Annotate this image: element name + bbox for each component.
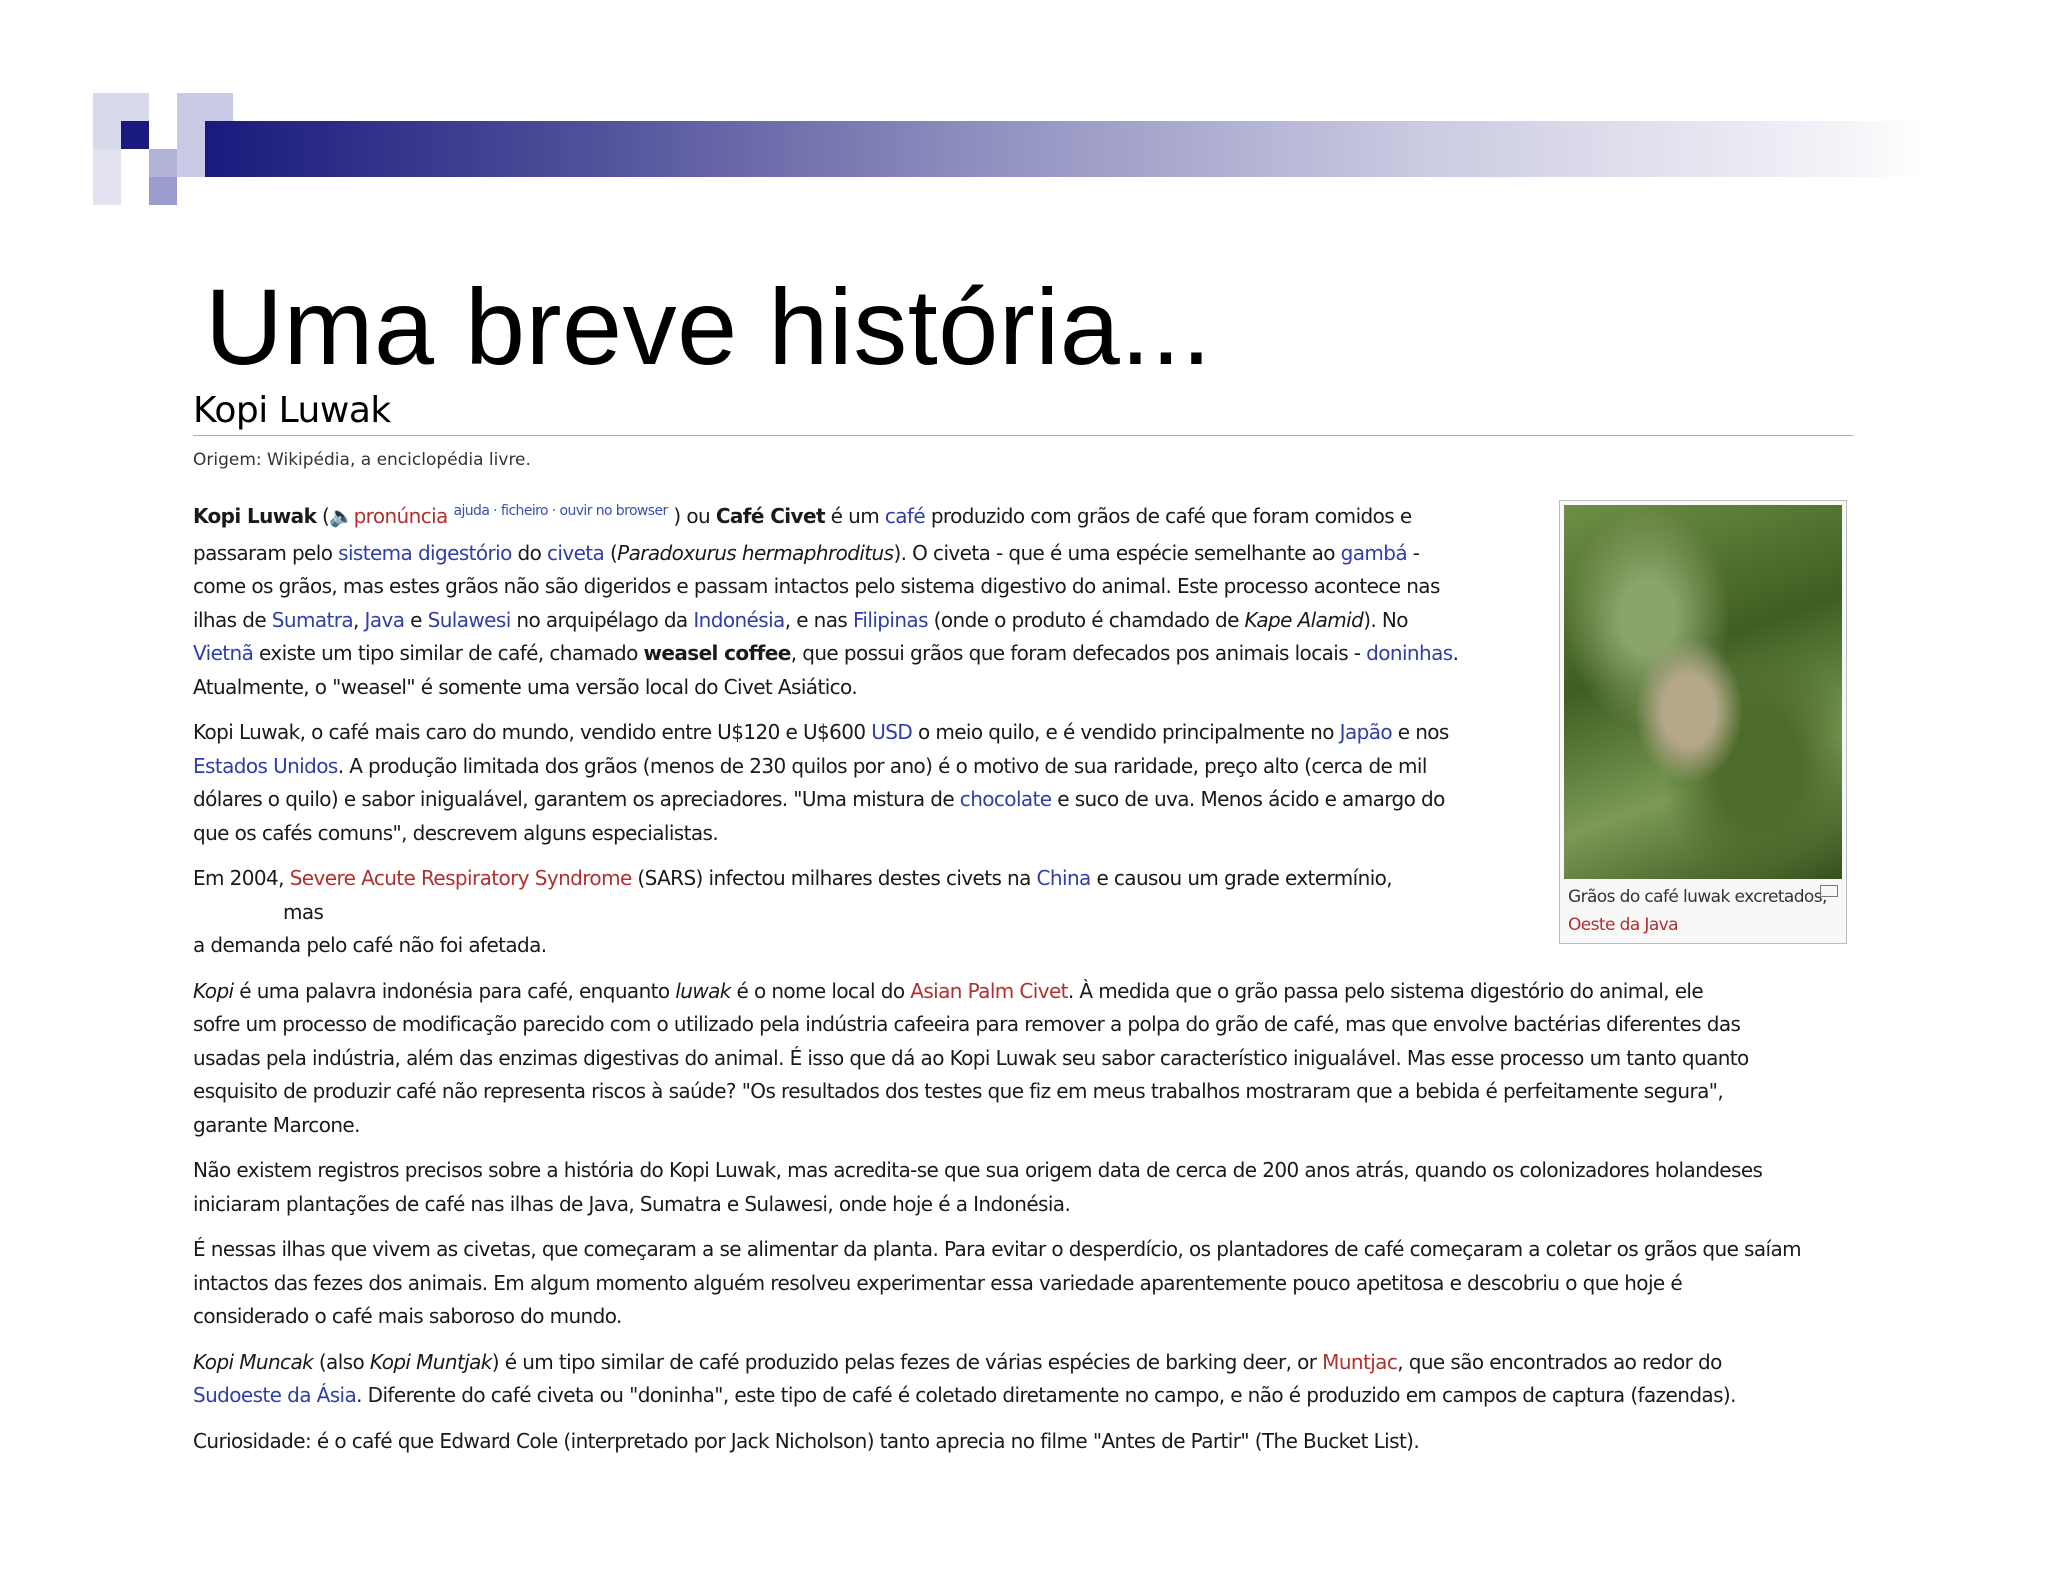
link-sumatra[interactable]: Sumatra xyxy=(271,607,354,632)
text: , xyxy=(353,607,365,632)
pronuncia-link[interactable]: pronúncia xyxy=(353,504,448,528)
luwak-term: luwak xyxy=(675,978,731,1003)
text: é um xyxy=(824,504,885,528)
link-chocolate[interactable]: chocolate xyxy=(959,787,1052,811)
link-sars[interactable]: Severe Acute Respiratory Syndrome xyxy=(289,866,632,890)
link-usd[interactable]: USD xyxy=(871,720,913,744)
text: o meio quilo, e é vendido principalmente no xyxy=(912,720,1340,744)
kopi-muncak: Kopi Muncak xyxy=(193,1349,314,1374)
text: , que possui grãos que foram defecados pos animais locais - xyxy=(790,641,1367,665)
text: existe um tipo similar de café, chamado xyxy=(253,641,644,665)
link-vietna[interactable]: Vietnã xyxy=(193,641,254,665)
text: , e nas xyxy=(784,607,853,632)
text: mas xyxy=(283,899,324,924)
paragraph-muncak xyxy=(193,1346,1803,1413)
species-name: Paradoxurus hermaphroditus xyxy=(617,540,894,565)
coffee-beans-photo xyxy=(1564,505,1842,879)
link-cafe[interactable]: café xyxy=(884,504,926,528)
weasel-coffee: weasel coffee xyxy=(643,641,791,665)
link-sudoeste-asia[interactable]: Sudoeste da Ásia xyxy=(193,1383,357,1407)
text: . Atualmente, o "weasel" é somente uma versão local do Civet Asiático. xyxy=(193,641,1459,699)
link-gamba[interactable]: gambá xyxy=(1340,540,1408,565)
article-body xyxy=(193,500,1853,1458)
link-civeta[interactable]: civeta xyxy=(546,540,605,565)
term: Kopi Luwak xyxy=(193,504,317,528)
link-japao[interactable]: Japão xyxy=(1339,720,1392,744)
title-gradient-bar xyxy=(205,121,1925,177)
text: é uma palavra indonésia para café, enquanto xyxy=(233,978,676,1003)
paragraph-civetas: É nessas ilhas que vivem as civetas, que começaram a se alimentar da planta. Para evitar o desperdício, os plantadores de café começaram a coletar os grãos que saíam intactos das fezes dos animais. Em algum momento alguém resolveu experimentar essa variedade aparentemente pouco apetitosa e descobriu o que hoje é considerado o café mais saboroso do mundo. xyxy=(193,1237,1802,1328)
decor-square xyxy=(121,121,149,149)
text: no arquipélago da xyxy=(510,607,694,632)
text: a demanda pelo café não foi afetada. xyxy=(193,933,547,957)
text: e causou um grade extermínio, xyxy=(1090,866,1393,890)
text: (onde o produto é chamdado de xyxy=(927,607,1245,632)
thumbnail-box xyxy=(1559,500,1847,944)
kopi-term: Kopi xyxy=(193,978,234,1003)
text: e xyxy=(404,607,428,632)
text: , que são encontrados ao redor do xyxy=(1397,1349,1722,1374)
paragraph-sars xyxy=(193,862,1463,963)
link-sistema-digestorio[interactable]: sistema digestório xyxy=(338,540,512,565)
text: - come os grãos, mas estes grãos não são digeridos e passam intactos pelo sistema digestivo do animal. Este processo acontece nas ilhas de xyxy=(193,540,1440,632)
decor-square xyxy=(93,149,121,205)
article-heading: Kopi Luwak xyxy=(193,390,1853,436)
text: . A produção limitada dos grãos (menos de 230 quilos por ano) é o motivo de sua raridade, preço alto (cerca de mil dólares o quilo) e sabor inigualável, garantem os apreciadores. "Uma mistura de xyxy=(193,753,1427,811)
enlarge-icon[interactable] xyxy=(1820,885,1838,897)
paragraph-price xyxy=(193,716,1463,850)
text: ) ou xyxy=(667,504,716,528)
link-doninhas[interactable]: doninhas xyxy=(1366,641,1453,665)
speaker-icon[interactable]: 🔈 xyxy=(329,504,354,528)
text: . Diferente do café civeta ou "doninha", este tipo de café é coletado diretamente no campo, e não é produzido em campos de captura (fazendas). xyxy=(356,1383,1736,1407)
kape-alamid: Kape Alamid xyxy=(1244,607,1364,632)
text: Em 2004, xyxy=(193,866,290,890)
text: do xyxy=(511,540,547,565)
paragraph-intro xyxy=(193,500,1463,704)
origin-note: Origem: Wikipédia, a enciclopédia livre. xyxy=(193,450,531,470)
paragraph-curiosidade: Curiosidade: é o café que Edward Cole (interpretado por Jack Nicholson) tanto aprecia no filme "Antes de Partir" (The Bucket List). xyxy=(193,1428,1420,1453)
slide-decoration xyxy=(0,0,2048,220)
link-muntjac[interactable]: Muntjac xyxy=(1322,1349,1398,1374)
link-china[interactable]: China xyxy=(1036,866,1091,890)
text: ). O civeta - que é uma espécie semelhante ao xyxy=(893,540,1341,565)
text: produzido com grãos de café que foram comidos e passaram pelo xyxy=(193,504,1412,565)
caption-text: Grãos do café luwak excretados, xyxy=(1568,887,1827,907)
kopi-muntjak: Kopi Muntjak xyxy=(369,1349,492,1374)
caption-link[interactable]: Oeste da Java xyxy=(1568,915,1678,935)
wikipedia-excerpt xyxy=(193,390,1853,1470)
text: (also xyxy=(313,1349,370,1374)
text: ( xyxy=(604,540,618,565)
link-indonesia[interactable]: Indonésia xyxy=(693,607,785,632)
text: ( xyxy=(316,504,330,528)
slide-title: Uma breve história... xyxy=(205,266,1212,387)
link-estados-unidos[interactable]: Estados Unidos xyxy=(193,753,338,778)
text: (SARS) infectou milhares destes civets na xyxy=(631,866,1037,890)
text: e nos xyxy=(1392,720,1449,744)
text: Kopi Luwak, o café mais caro do mundo, vendido entre U$120 e U$600 xyxy=(193,720,872,744)
link-filipinas[interactable]: Filipinas xyxy=(852,607,928,632)
alt-name: Café Civet xyxy=(715,504,825,528)
paragraph-kopi xyxy=(193,975,1753,1143)
audio-helper-links[interactable]: ajuda · ficheiro · ouvir no browser xyxy=(453,503,668,519)
decor-square xyxy=(177,149,205,177)
link-sulawesi[interactable]: Sulawesi xyxy=(427,607,511,632)
text: ). No xyxy=(1363,607,1408,632)
paragraph-history: Não existem registros precisos sobre a história do Kopi Luwak, mas acredita-se que sua origem data de cerca de 200 anos atrás, quando os colonizadores holandeses iniciaram plantações de café nas ilhas de Java, Sumatra e Sulawesi, onde hoje é a Indonésia. xyxy=(193,1158,1763,1216)
text: e suco de uva. Menos ácido e amargo do que os cafés comuns", descrevem alguns especialistas. xyxy=(193,787,1445,845)
decor-square xyxy=(149,177,177,205)
text: é o nome local do xyxy=(730,978,911,1003)
text: . À medida que o grão passa pelo sistema digestório do animal, ele sofre um processo de modificação parecido com o utilizado pela indústria cafeeira para remover a polpa do grão de café, mas que envolve bactérias diferentes das usadas pela indústria, além das enzimas digestivas do animal. É isso que dá ao Kopi Luwak seu sabor característico inigualável. Mas esse processo um tanto quanto esquisito de produzir café não representa riscos à saúde? "Os resultados dos testes que fiz em meus trabalhos mostraram que a bebida é perfeitamente segura", garante Marcone. xyxy=(193,978,1749,1137)
decor-square xyxy=(149,149,177,177)
text: ) é um tipo similar de café produzido pelas fezes de várias espécies de barking deer, or xyxy=(491,1349,1323,1374)
thumbnail-caption xyxy=(1564,879,1842,939)
link-java[interactable]: Java xyxy=(364,607,405,632)
link-asian-palm-civet[interactable]: Asian Palm Civet xyxy=(910,978,1068,1003)
